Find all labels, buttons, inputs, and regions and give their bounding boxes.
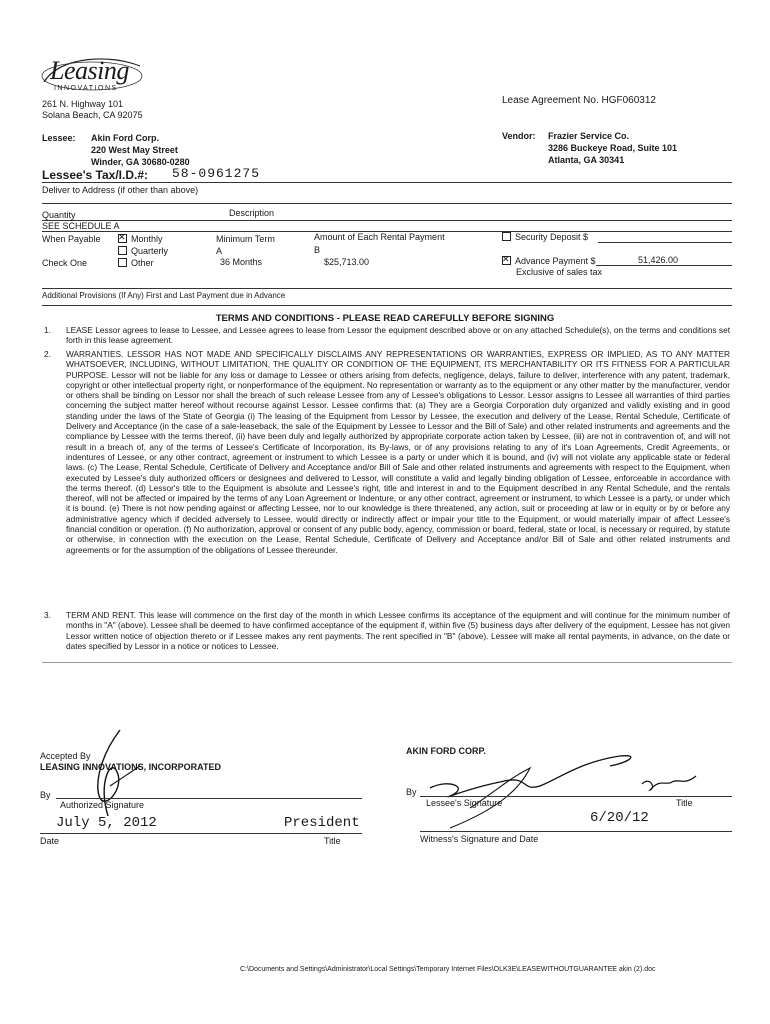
lessor-signature-icon <box>80 726 170 826</box>
rental-amount-label: Amount of Each Rental Payment <box>314 232 445 242</box>
rental-amount-value: $25,713.00 <box>324 257 370 267</box>
deliver-to-label: Deliver to Address (if other than above) <box>42 185 199 195</box>
leasing-innovations-logo <box>40 52 145 100</box>
agreement-number: Lease Agreement No. HGF060312 <box>502 95 656 106</box>
lessor-title-value: President <box>284 815 360 831</box>
lessee-signature-label: Lessee's Signature <box>426 798 503 808</box>
advance-payment-value: 51,426.00 <box>638 255 679 265</box>
min-term-value: 36 Months <box>220 257 263 267</box>
lessor-title-label: Title <box>324 836 341 846</box>
quarterly-checkbox-icon[interactable] <box>118 246 127 255</box>
vendor-name: Frazier Service Co. <box>548 131 630 141</box>
logo-word: Leasing <box>50 56 129 85</box>
other-checkbox-icon[interactable] <box>118 258 127 267</box>
term-1-number: 1. <box>44 325 51 335</box>
description-label: Description <box>229 208 275 218</box>
lessee-city: Winder, GA 30680-0280 <box>91 157 190 167</box>
tax-id-label: Lessee's Tax/I.D.#: <box>42 168 149 182</box>
monthly-checkbox-icon[interactable] <box>118 234 127 243</box>
advance-payment[interactable]: ✕Advance Payment $ <box>502 256 596 266</box>
advance-payment-checkbox-icon[interactable] <box>502 256 511 265</box>
lessee-company: AKIN FORD CORP. <box>406 746 486 756</box>
lessor-date-value: July 5, 2012 <box>56 815 157 831</box>
lessor-company: LEASING INNOVATIONS, INCORPORATED <box>40 762 222 772</box>
when-payable-label: When Payable <box>42 234 101 244</box>
vendor-city: Atlanta, GA 30341 <box>548 155 625 165</box>
exclusive-of-tax: Exclusive of sales tax <box>516 267 603 277</box>
check-one-label: Check One <box>42 258 88 268</box>
term-2-number: 2. <box>44 349 51 359</box>
min-term-label: Minimum Term <box>216 234 275 244</box>
rental-letter: B <box>314 245 321 255</box>
min-term-letter: A <box>216 246 223 256</box>
term-2-text: WARRANTIES. LESSOR HAS NOT MADE AND SPECIFICALLY DISCLAIMS ANY REPRESENTATIONS OR WARRANTIES, EXPRESS OR IMPLIED, AS TO ANY MATTER WHATSOEVER, INCLUDING, WITHOUT LIMITATION, THE QUALITY OR CONDITION OF THE EQUIPMENT, ITS MERCHANTABILITY OR ITS FITNESS FOR A PARTICULAR PURPOSE. Lessor will not be liable for any loss or damage to Lessee or others arising from defects, negligence, delays, failure to deliver, interference with any patent, trademark, copyright or other intellectual property right, or nonperformance of the equipment. No representation or warranty as to the equipment or any other matter by the manufacturer, vendor or others shall be binding on Lessor nor shall the breach of such release Lessee from any of Lessee's obligations to Lessor. Lessor assigns to Lessee all warranties of third parties concerning the subject matter hereof without recourse against Lessor. Lessee confirms that: (a) They are a Georgia Corporation duly organized and validly existing and in good standing under the laws of the State of Georgia (i) The leasing of the Equipment from Lessor by Lessee, the execution and delivery of the Lease, Rental Schedule, Certificate of Delivery and Acceptance (in the case of a sale-leaseback, the sale of the Equipment by Lessee to Lessor and the Bill of Sale) and other related instruments and agreements and the compliance by Lessee with the terms thereof, (ii) have been duly and legally authorized by appropriate corporate action taken by Lessee, (iii) are not in contravention of, and will not result in a breach of, any of the terms of Lessee's Certificate of Incorporation, its By-laws, or of any provisions relating to any of it's Loan Agreements, Credit Agreements, or indentures of Lessee, or any other contract, agreement or instrument to which Lessee is a party or under which it is bound, and (iv) will not violate any applicable state or federal laws. (c) The Lease, Rental Schedule, Certificate of Delivery and Acceptance and/or Bill of Sale and other related instruments and agreements with respect to the Equipment, when executed by Lessee's duly authorized officers or designees and delivered to Lessor, will constitute a valid and legally binding obligation of Lessee, enforceable in accordance with the terms thereof. (d) Lessor's title to the Equipment is absolute and Lessee's right, title and interest in and to the Equipment described in any Rental Schedule, and the rentals thereof, will not be affected or impaired by the terms of any Loan Agreement or Indenture, or any other contract, agreement or instrument, to which Lessee is a party, or under which it is bound. (e) There is not now pending against or affecting Lessee, nor to our knowledge is there threatened, any action, suit or proceeding at law or in equity or by or before any administrative agency which if decided adversely to Lessee, would directly or indirectly affect or impair your title to the Equipment, or would materially impair of affect Lessee's financial condition or operation. (f) No authorization, approval or consent of any public body, agency, commission or board, federal, state or local, is necessary or required, by statute or otherwise, in connection with the execution on the Lease, Rental Schedule, Certificate of Delivery and Acceptance and/or Bill of Sale and other related instruments and agreements or for the assumption of the obligations of Lessee thereunder. <box>66 349 730 555</box>
accepted-by-label: Accepted By <box>40 751 91 761</box>
see-schedule: SEE SCHEDULE A <box>42 221 120 231</box>
security-deposit-checkbox-icon[interactable] <box>502 232 511 241</box>
lessee-name: Akin Ford Corp. <box>91 133 159 143</box>
lessee-by-label: By <box>406 787 417 797</box>
lessee-label: Lessee: <box>42 133 76 143</box>
witness-signature-label: Witness's Signature and Date <box>420 834 539 844</box>
lessor-date-label: Date <box>40 836 60 846</box>
lessee-date-value: 6/20/12 <box>590 810 649 826</box>
payment-option-quarterly[interactable]: Quarterly <box>118 246 168 256</box>
tax-id-value: 58-0961275 <box>172 166 261 181</box>
vendor-street: 3286 Buckeye Road, Suite 101 <box>548 143 678 153</box>
logo-subword: INNOVATIONS <box>54 85 118 92</box>
footer-file-path: C:\Documents and Settings\Administrator\Local Settings\Temporary Internet Files\OLK3E\LEASEWITHOUTGUARANTEE akin (2).doc <box>240 966 656 973</box>
lessee-title-label: Title <box>676 798 693 808</box>
term-1-text: LEASE Lessor agrees to lease to Lessee, and Lessee agrees to lease from Lessor the equipment described above or on any attached Schedule(s), on the terms and conditions set forth in this lease agreement. <box>66 325 730 346</box>
lessee-street: 220 West May Street <box>91 145 178 155</box>
quantity-label: Quantity <box>42 210 76 220</box>
lessor-address-line1: 261 N. Highway 101 <box>42 99 124 109</box>
payment-option-other[interactable]: Other <box>118 258 154 268</box>
authorized-signature-label: Authorized Signature <box>60 800 145 810</box>
terms-title: TERMS AND CONDITIONS - PLEASE READ CAREFULLY BEFORE SIGNING <box>215 313 555 324</box>
payment-option-monthly[interactable]: ✕ Monthly <box>118 234 163 244</box>
term-3-text: TERM AND RENT. This lease will commence on the first day of the month in which Lessee confirms its acceptance of the equipment and will continue for the minimum number of months in "A" (above). Lessee shall be deemed to have confirmed acceptance of the equipment if, within five (5) business days after delivery of the equipment, Lessee has not given Lessor written notice of objection thereto or if Lessee makes any rent payments. The rent specified in "B" (above). Lessee will make all rental payments, in advance, on the date or dates specified by Lessor in a notice or notices to Lessee. <box>66 610 730 651</box>
vendor-label: Vendor: <box>502 131 536 141</box>
lessor-address-line2: Solana Beach, CA 92075 <box>42 110 143 120</box>
lessor-by-label: By <box>40 790 51 800</box>
additional-provisions: Additional Provisions (If Any) First and Last Payment due in Advance <box>42 291 286 300</box>
term-3-number: 3. <box>44 610 51 620</box>
security-deposit[interactable]: Security Deposit $ <box>502 232 588 242</box>
